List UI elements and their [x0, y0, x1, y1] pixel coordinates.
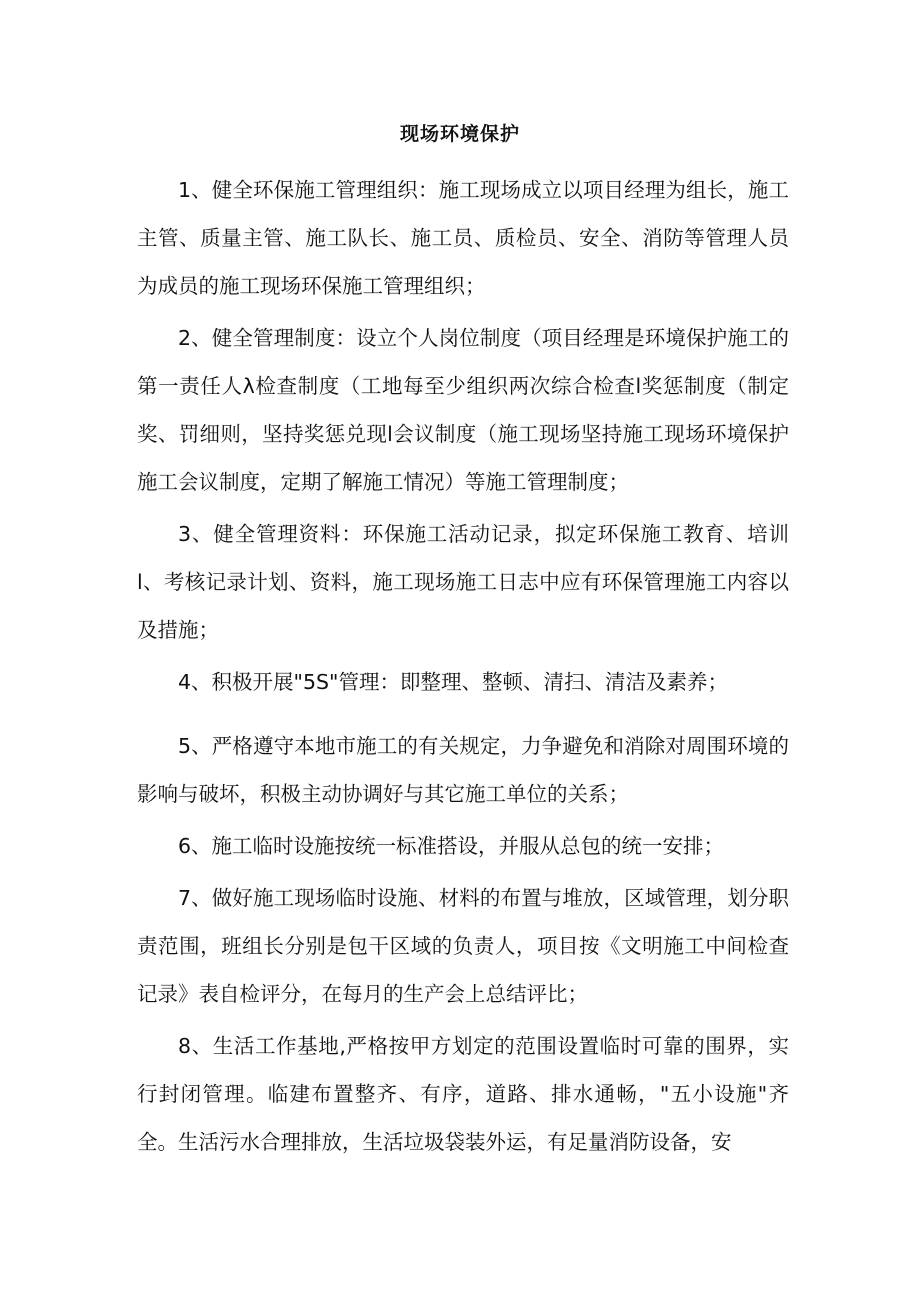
paragraph-4: 4、积极开展"5S"管理：即整理、整顿、清扫、清洁及素养； — [178, 670, 728, 694]
document-body — [137, 166, 789, 1170]
paragraph-7: 7、做好施工现场临时设施、材料的布置与堆放，区域管理，划分职责范围，班组长分别是包干区域的负责人，项目按《文明施工中间检查记录》表自检评分，在每月的生产会上总结评比； — [137, 886, 789, 1006]
paragraph-1: 1、健全环保施工管理组织：施工现场成立以项目经理为组长，施工主管、质量主管、施工队长、施工员、质检员、安全、消防等管理人员为成员的施工现场环保施工管理组织； — [137, 178, 789, 298]
paragraph-8: 8、生活工作基地,严格按甲方划定的范围设置临时可靠的围界，实行封闭管理。临建布置整齐、有序，道路、排水通畅，"五小设施"齐全。生活污水合理排放，生活垃圾袋装外运，有足量消防设备，安 — [137, 1034, 789, 1154]
paragraph-5: 5、严格遵守本地市施工的有关规定，力争避免和消除对周围环境的影响与破坏，积极主动协调好与其它施工单位的关系； — [137, 734, 789, 806]
paragraph-6: 6、施工临时设施按统一标准搭设，并服从总包的统一安排； — [178, 834, 725, 858]
paragraph-2: 2、健全管理制度：设立个人岗位制度（项目经理是环境保护施工的第一责任人λ检查制度（工地每至少组织两次综合检查l奖惩制度（制定奖、罚细则，坚持奖惩兑现l会议制度（施工现场坚持施工现场环境保护施工会议制度，定期了解施工情况）等施工管理制度； — [137, 326, 789, 494]
paragraph-3: 3、健全管理资料：环保施工活动记录，拟定环保施工教育、培训l、考核记录计划、资料，施工现场施工日志中应有环保管理施工内容以及措施； — [137, 522, 789, 642]
document-title: 现场环境保护 — [399, 123, 520, 145]
